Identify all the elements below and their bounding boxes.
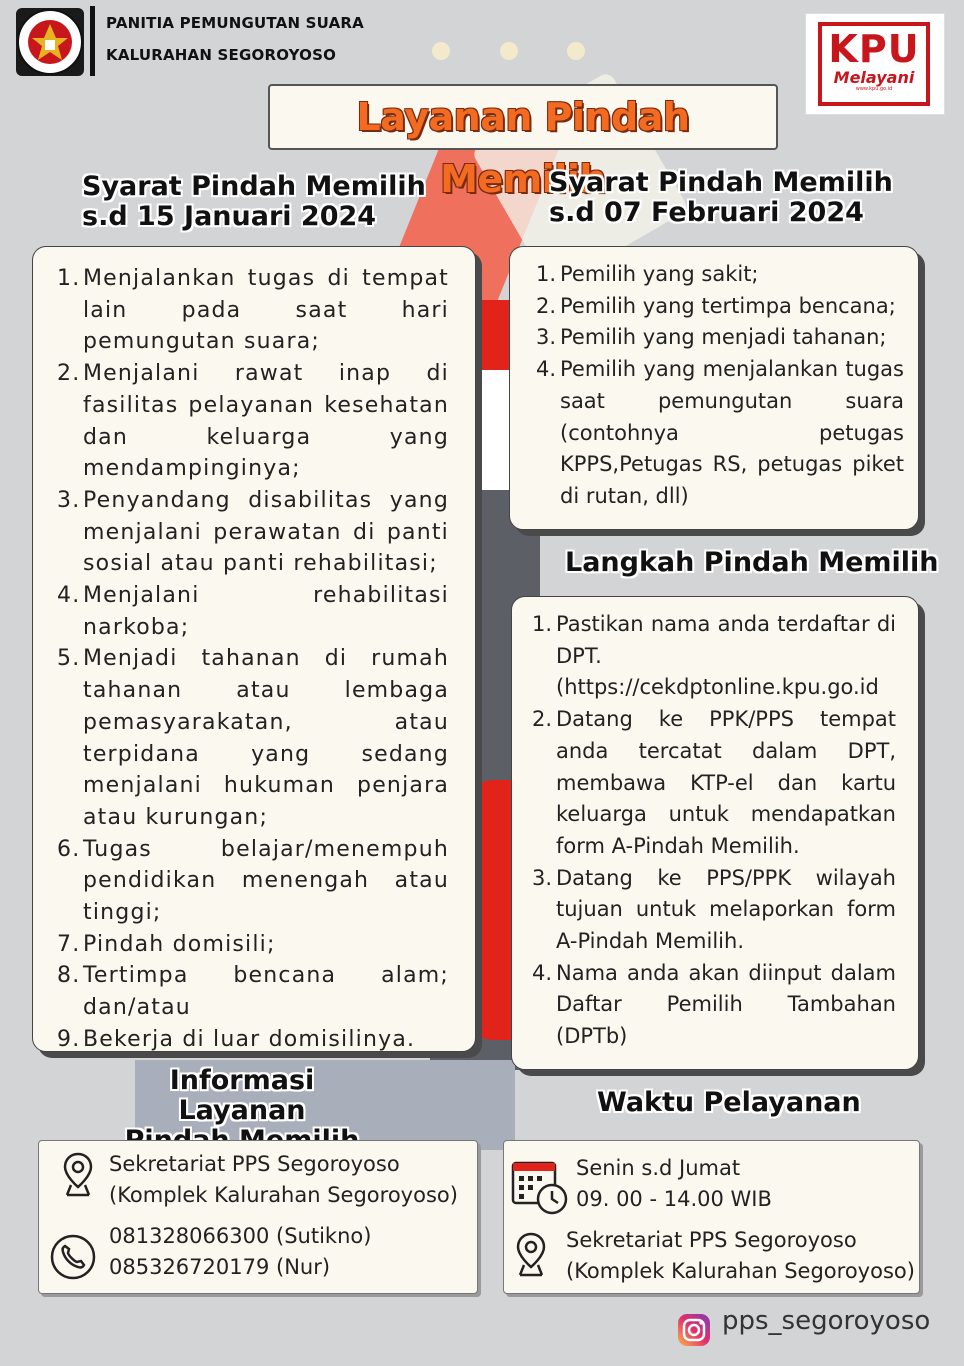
- list-item-number: 7.: [57, 931, 81, 957]
- list-item-text: [556, 609, 896, 704]
- map-pin-icon: [514, 1231, 548, 1281]
- kpu-logo-text: KPU: [828, 27, 920, 71]
- steps-list: [532, 609, 896, 1053]
- phone-icon: [49, 1233, 97, 1285]
- list-item-text: [83, 929, 449, 961]
- list-item-text: [83, 485, 449, 580]
- right-heading-1: [549, 168, 893, 228]
- time-heading: Waktu Pelayanan: [597, 1087, 861, 1118]
- pps-logo: [16, 8, 84, 76]
- list-item-text-main: Menjalani rawat inap di fasilitas pelayanan kesehatan dan keluarga yang mendampinginya;: [83, 361, 449, 482]
- list-item: [57, 960, 449, 1023]
- time-card: [503, 1140, 920, 1294]
- list-item-text-main: Pemilih yang tertimpa bencana;: [560, 293, 896, 318]
- list-item: [536, 291, 904, 323]
- map-pin-icon: [61, 1151, 95, 1201]
- list-item-text-main: Datang ke PPS/PPK wilayah tujuan untuk melaporkan form A-Pindah Memilih.: [556, 865, 896, 954]
- header-divider: [90, 6, 95, 76]
- list-item-text: [83, 643, 449, 833]
- kpu-logo-tagline: Melayani: [833, 68, 915, 87]
- list-item-number: 4.: [57, 583, 81, 609]
- steps-heading: Langkah Pindah Memilih: [565, 547, 939, 578]
- list-item-text-main: Bekerja di luar domisilinya.: [83, 1026, 416, 1052]
- list-item: [57, 643, 449, 833]
- list-item-text-main: Penyandang disabilitas yang menjalani perawatan di panti sosial atau panti rehabilitasi;: [83, 487, 449, 577]
- list-item-text: [560, 322, 904, 354]
- right-requirements-list: [536, 259, 904, 513]
- list-item: [57, 263, 449, 358]
- list-item-text: [556, 863, 896, 958]
- page-title: Layanan Pindah Memilih: [356, 95, 690, 201]
- instagram-icon[interactable]: [676, 1312, 712, 1348]
- list-item-number: 3.: [536, 325, 557, 350]
- list-item-text: [83, 580, 449, 643]
- left-requirements-card: [32, 246, 476, 1052]
- list-item-number: 2.: [532, 707, 553, 732]
- list-item: [57, 485, 449, 580]
- list-item-number: 8.: [57, 963, 81, 989]
- list-item-text: [83, 834, 449, 929]
- decor-dot-1: [432, 42, 450, 60]
- header-line-1: PANITIA PEMUNGUTAN SUARA: [106, 14, 364, 32]
- header-line-2: KALURAHAN SEGOROYOSO: [106, 46, 337, 64]
- right-heading-1-line1: Syarat Pindah Memilih: [549, 167, 893, 198]
- list-item-text: [556, 958, 896, 1053]
- list-item-number: 9.: [57, 1026, 81, 1052]
- info-heading-line1: Informasi Layanan: [169, 1065, 315, 1126]
- right-heading-1-line2: s.d 07 Februari 2024: [549, 197, 864, 228]
- info-phones: [109, 1221, 371, 1283]
- kpu-logo-url: www.kpu.go.id: [855, 86, 893, 92]
- list-item: [57, 358, 449, 485]
- left-heading: [82, 172, 426, 232]
- list-item: [532, 609, 896, 704]
- right-requirements-card: [509, 246, 919, 530]
- decor-dot-2: [500, 42, 518, 60]
- list-item-number: 4.: [536, 357, 557, 382]
- info-phone-1[interactable]: 081328066300 (Sutikno): [109, 1224, 372, 1248]
- list-item-number: 1.: [532, 612, 553, 636]
- left-heading-line1: Syarat Pindah Memilih: [82, 171, 426, 202]
- list-item-text-main: Pemilih yang sakit;: [560, 262, 759, 286]
- list-item-text-main: Datang ke PPK/PPS tempat anda tercatat dalam DPT, membawa KTP-el dan kartu keluarga untuk mendapatkan form A-Pindah Memilih.: [556, 707, 896, 858]
- list-item-text: [556, 704, 896, 863]
- list-item-text-main: Tertimpa bencana alam; dan/atau: [83, 963, 449, 1021]
- info-location: [109, 1149, 458, 1211]
- list-item-text: [83, 1024, 449, 1056]
- info-phone-2[interactable]: 085326720179 (Nur): [109, 1255, 331, 1279]
- service-days: Senin s.d Jumat: [576, 1156, 741, 1180]
- info-location-line1: Sekretariat PPS Segoroyoso: [109, 1152, 400, 1176]
- list-item-text: [83, 960, 449, 1023]
- left-requirements-list: [57, 263, 449, 1056]
- time-location: [566, 1225, 915, 1287]
- info-card: [38, 1140, 478, 1294]
- service-hours: 09. 00 - 14.00 WIB: [576, 1187, 772, 1211]
- list-item-text: [83, 263, 449, 358]
- list-item-number: 2.: [536, 293, 557, 318]
- list-item: [536, 322, 904, 354]
- list-item-text-main: Nama anda akan diinput dalam Daftar Pemilih Tambahan (DPTb): [556, 960, 896, 1049]
- list-item: [57, 834, 449, 929]
- list-item-text-main: Menjalani rehabilitasi narkoba;: [83, 583, 449, 640]
- list-item: [532, 863, 896, 958]
- time-location-line1: Sekretariat PPS Segoroyoso: [566, 1228, 857, 1252]
- list-item-number: 4.: [532, 960, 553, 985]
- list-item-text-main: Tugas belajar/menempuh pendidikan menengah atau tinggi;: [83, 836, 449, 926]
- list-item-text-main: Pindah domisili;: [83, 931, 276, 957]
- time-location-line2: (Komplek Kalurahan Segoroyoso): [566, 1259, 915, 1283]
- kpu-melayani-logo: [806, 14, 944, 114]
- list-item: [57, 929, 449, 961]
- list-item-text-main: Menjalankan tugas di tempat lain pada saat hari pemungutan suara;: [83, 266, 449, 355]
- list-item-text-main: Menjadi tahanan di rumah tahanan atau lembaga pemasyarakatan, atau terpidana yang sedang menjalani hukuman penjara atau kurungan;: [83, 646, 449, 830]
- decor-dot-3: [567, 42, 585, 60]
- dpt-check-link[interactable]: (https://cekdptonline.kpu.go.id: [556, 675, 879, 700]
- list-item-text: [560, 291, 904, 323]
- info-location-line2: (Komplek Kalurahan Segoroyoso): [109, 1183, 458, 1207]
- calendar-clock-icon: [510, 1157, 570, 1221]
- list-item-number: 3.: [57, 487, 81, 513]
- list-item: [57, 1024, 449, 1056]
- list-item-text: [83, 358, 449, 485]
- list-item-number: 2.: [57, 361, 81, 387]
- list-item-number: 5.: [57, 646, 81, 672]
- list-item-text: [560, 354, 904, 513]
- list-item-text-main: Pemilih yang menjalankan tugas saat pemungutan suara (contohnya petugas KPPS,Petugas RS, petugas piket di rutan, dll): [560, 357, 904, 508]
- list-item-number: 1.: [536, 262, 557, 286]
- list-item: [532, 958, 896, 1053]
- list-item-number: 1.: [57, 266, 81, 291]
- list-item-number: 3.: [532, 865, 553, 890]
- list-item-text: [560, 259, 904, 291]
- list-item: [57, 580, 449, 643]
- left-heading-line2: s.d 15 Januari 2024: [82, 201, 377, 232]
- service-time: [576, 1153, 772, 1215]
- list-item-text-main: Pastikan nama anda terdaftar di DPT.: [556, 612, 896, 668]
- list-item: [536, 259, 904, 291]
- steps-card: [511, 596, 919, 1070]
- list-item: [536, 354, 904, 513]
- instagram-handle[interactable]: pps_segoroyoso: [722, 1306, 931, 1336]
- list-item: [532, 704, 896, 863]
- list-item-text-main: Pemilih yang menjadi tahanan;: [560, 325, 887, 350]
- list-item-number: 6.: [57, 836, 81, 862]
